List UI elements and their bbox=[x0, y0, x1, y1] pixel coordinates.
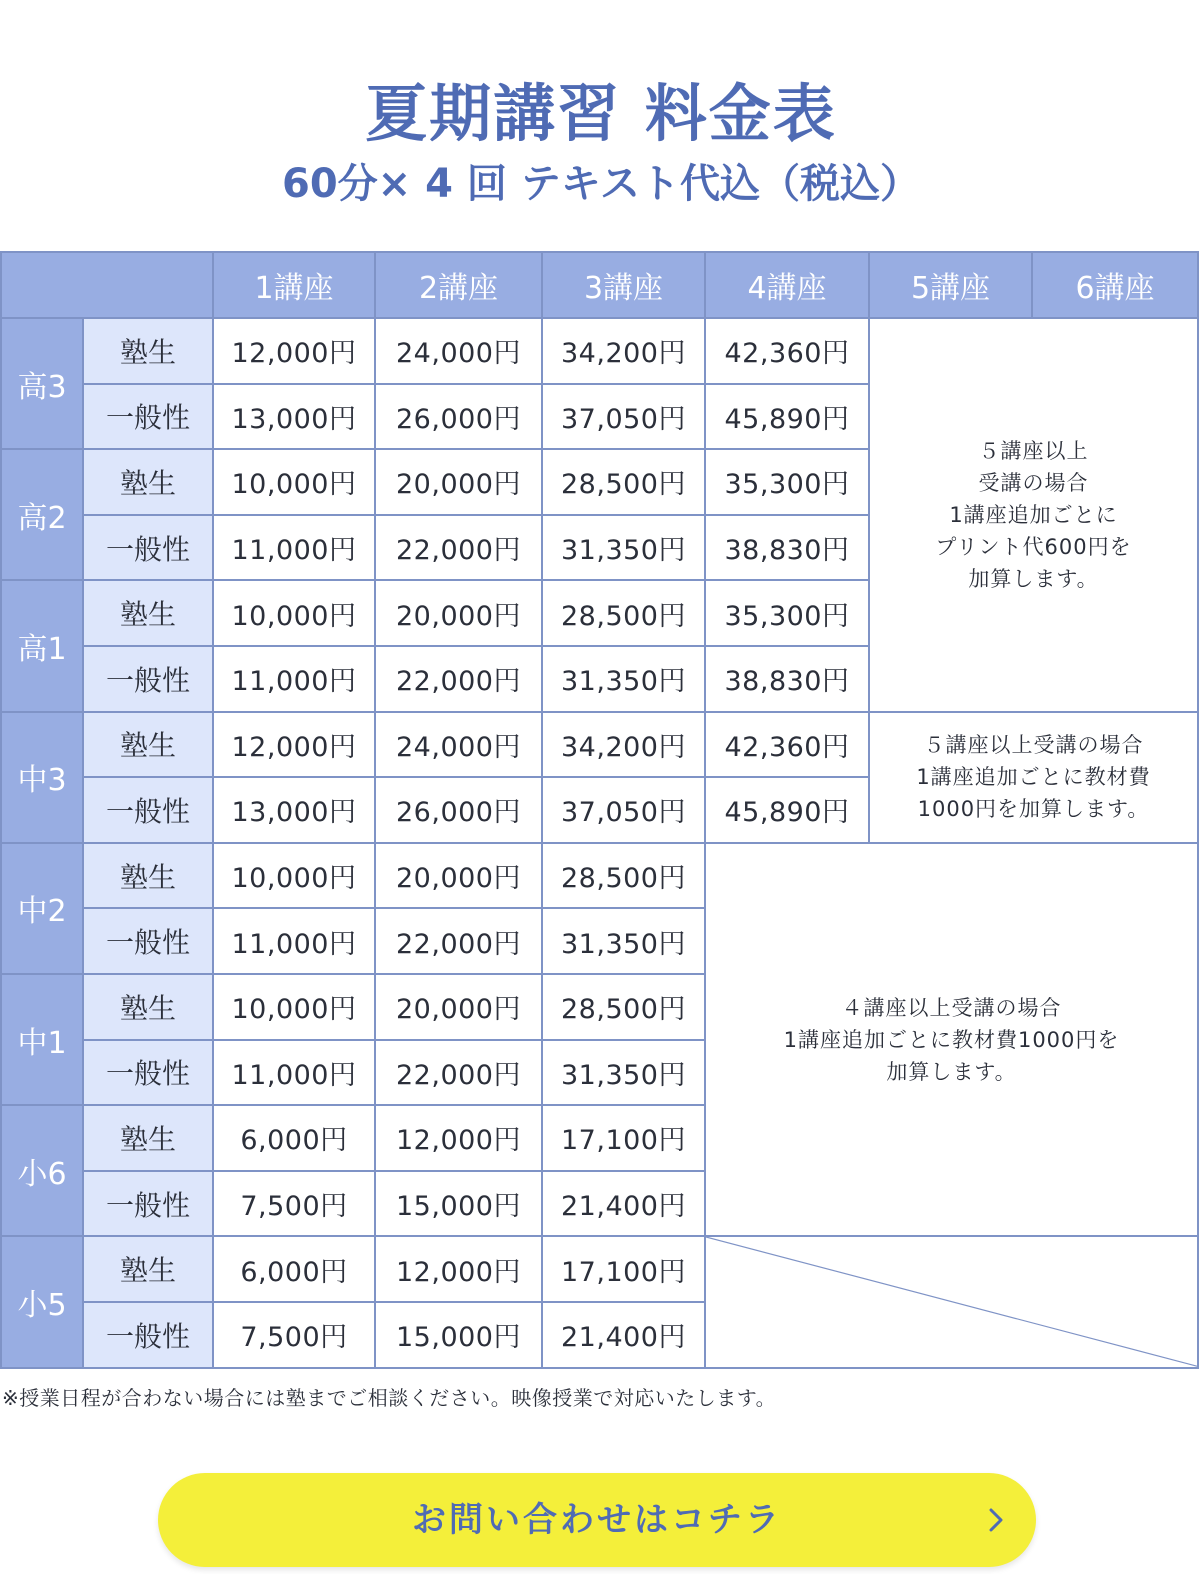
price-cell: 31,350円 bbox=[542, 908, 705, 974]
note-line: 1講座追加ごとに教材費1000円を bbox=[783, 1027, 1120, 1052]
price-cell: 22,000円 bbox=[375, 646, 542, 712]
note-line: 1000円を加算します。 bbox=[917, 797, 1150, 822]
price-cell: 31,350円 bbox=[542, 515, 705, 581]
price-cell: 13,000円 bbox=[213, 777, 375, 843]
high-school-note bbox=[869, 318, 1198, 712]
member-label: 塾生 bbox=[83, 974, 213, 1040]
price-cell: 31,350円 bbox=[542, 1040, 705, 1106]
diagonal-line bbox=[706, 1237, 1197, 1366]
header-5-courses: 5講座 bbox=[869, 252, 1032, 318]
not-applicable-cell bbox=[705, 1236, 1198, 1367]
member-label: 塾生 bbox=[83, 318, 213, 384]
header-4-courses: 4講座 bbox=[705, 252, 869, 318]
price-cell: 24,000円 bbox=[375, 318, 542, 384]
price-cell: 15,000円 bbox=[375, 1302, 542, 1368]
price-cell: 22,000円 bbox=[375, 908, 542, 974]
header-2-courses: 2講座 bbox=[375, 252, 542, 318]
grade-label: 小6 bbox=[1, 1105, 83, 1236]
note-line: ４講座以上受講の場合 bbox=[841, 995, 1062, 1020]
contact-button-label: お問い合わせはコチラ bbox=[412, 1500, 782, 1540]
grade-label: 中3 bbox=[1, 712, 83, 843]
table-row bbox=[1, 712, 1198, 778]
price-cell: 34,200円 bbox=[542, 712, 705, 778]
grade-label: 高3 bbox=[1, 318, 83, 449]
price-cell: 45,890円 bbox=[705, 777, 869, 843]
note-line: ５講座以上 bbox=[978, 438, 1089, 463]
member-label: 塾生 bbox=[83, 712, 213, 778]
table-row bbox=[1, 843, 1198, 909]
price-cell: 38,830円 bbox=[705, 515, 869, 581]
note-line: 1講座追加ごとに教材費 bbox=[916, 765, 1151, 790]
price-cell: 10,000円 bbox=[213, 580, 375, 646]
price-cell: 28,500円 bbox=[542, 843, 705, 909]
price-cell: 11,000円 bbox=[213, 646, 375, 712]
price-cell: 11,000円 bbox=[213, 515, 375, 581]
price-cell: 12,000円 bbox=[213, 318, 375, 384]
general-label: 一般性 bbox=[83, 384, 213, 450]
price-cell: 10,000円 bbox=[213, 449, 375, 515]
member-label: 塾生 bbox=[83, 449, 213, 515]
footnote: ※授業日程が合わない場合には塾までご相談ください。映像授業で対応いたします。 bbox=[2, 1386, 777, 1410]
note-line: 加算します。 bbox=[886, 1059, 1017, 1084]
member-label: 塾生 bbox=[83, 1236, 213, 1302]
price-cell: 11,000円 bbox=[213, 908, 375, 974]
price-cell: 38,830円 bbox=[705, 646, 869, 712]
price-cell: 45,890円 bbox=[705, 384, 869, 450]
grade-label: 高1 bbox=[1, 580, 83, 711]
price-cell: 12,000円 bbox=[213, 712, 375, 778]
general-label: 一般性 bbox=[83, 646, 213, 712]
chevron-right-icon bbox=[982, 1506, 1010, 1534]
general-label: 一般性 bbox=[83, 1040, 213, 1106]
header-1-course: 1講座 bbox=[213, 252, 375, 318]
price-cell: 22,000円 bbox=[375, 1040, 542, 1106]
price-cell: 22,000円 bbox=[375, 515, 542, 581]
table-header-row bbox=[1, 252, 1198, 318]
jh3-note bbox=[869, 712, 1198, 843]
table-row bbox=[1, 318, 1198, 384]
price-cell: 12,000円 bbox=[375, 1236, 542, 1302]
page-title: 夏期講習 料金表 bbox=[365, 77, 837, 150]
price-cell: 28,500円 bbox=[542, 580, 705, 646]
price-cell: 17,100円 bbox=[542, 1105, 705, 1171]
header-corner bbox=[1, 252, 213, 318]
grade-label: 小5 bbox=[1, 1236, 83, 1367]
general-label: 一般性 bbox=[83, 777, 213, 843]
price-cell: 31,350円 bbox=[542, 646, 705, 712]
price-cell: 11,000円 bbox=[213, 1040, 375, 1106]
price-cell: 20,000円 bbox=[375, 974, 542, 1040]
grade-label: 中1 bbox=[1, 974, 83, 1105]
price-cell: 37,050円 bbox=[542, 777, 705, 843]
price-cell: 35,300円 bbox=[705, 449, 869, 515]
price-cell: 7,500円 bbox=[213, 1302, 375, 1368]
grade-label: 高2 bbox=[1, 449, 83, 580]
general-label: 一般性 bbox=[83, 908, 213, 974]
price-cell: 12,000円 bbox=[375, 1105, 542, 1171]
note-line: ５講座以上受講の場合 bbox=[923, 733, 1144, 758]
member-label: 塾生 bbox=[83, 1105, 213, 1171]
price-cell: 26,000円 bbox=[375, 384, 542, 450]
member-label: 塾生 bbox=[83, 843, 213, 909]
price-cell: 20,000円 bbox=[375, 449, 542, 515]
general-label: 一般性 bbox=[83, 1171, 213, 1237]
price-cell: 21,400円 bbox=[542, 1302, 705, 1368]
price-cell: 35,300円 bbox=[705, 580, 869, 646]
price-cell: 20,000円 bbox=[375, 843, 542, 909]
note-line: 加算します。 bbox=[968, 566, 1099, 591]
price-cell: 24,000円 bbox=[375, 712, 542, 778]
price-cell: 10,000円 bbox=[213, 843, 375, 909]
general-label: 一般性 bbox=[83, 1302, 213, 1368]
header-3-courses: 3講座 bbox=[542, 252, 705, 318]
price-cell: 6,000円 bbox=[213, 1105, 375, 1171]
price-cell: 10,000円 bbox=[213, 974, 375, 1040]
price-cell: 42,360円 bbox=[705, 712, 869, 778]
price-cell: 34,200円 bbox=[542, 318, 705, 384]
grade-label: 中2 bbox=[1, 843, 83, 974]
price-cell: 37,050円 bbox=[542, 384, 705, 450]
page-subtitle: 60分× 4 回 テキスト代込（税込） bbox=[282, 161, 920, 207]
price-cell: 28,500円 bbox=[542, 449, 705, 515]
price-cell: 42,360円 bbox=[705, 318, 869, 384]
general-label: 一般性 bbox=[83, 515, 213, 581]
note-line: プリント代600円を bbox=[935, 534, 1132, 559]
price-cell: 15,000円 bbox=[375, 1171, 542, 1237]
price-cell: 6,000円 bbox=[213, 1236, 375, 1302]
contact-button[interactable] bbox=[158, 1473, 1036, 1567]
header-6-courses: 6講座 bbox=[1032, 252, 1198, 318]
jh-elem-note bbox=[705, 843, 1198, 1237]
price-cell: 28,500円 bbox=[542, 974, 705, 1040]
price-cell: 20,000円 bbox=[375, 580, 542, 646]
price-cell: 21,400円 bbox=[542, 1171, 705, 1237]
note-line: 1講座追加ごとに bbox=[949, 502, 1118, 527]
price-cell: 17,100円 bbox=[542, 1236, 705, 1302]
price-table bbox=[0, 251, 1199, 1369]
price-cell: 26,000円 bbox=[375, 777, 542, 843]
table-row bbox=[1, 1236, 1198, 1302]
price-cell: 7,500円 bbox=[213, 1171, 375, 1237]
member-label: 塾生 bbox=[83, 580, 213, 646]
note-line: 受講の場合 bbox=[978, 470, 1089, 495]
price-cell: 13,000円 bbox=[213, 384, 375, 450]
